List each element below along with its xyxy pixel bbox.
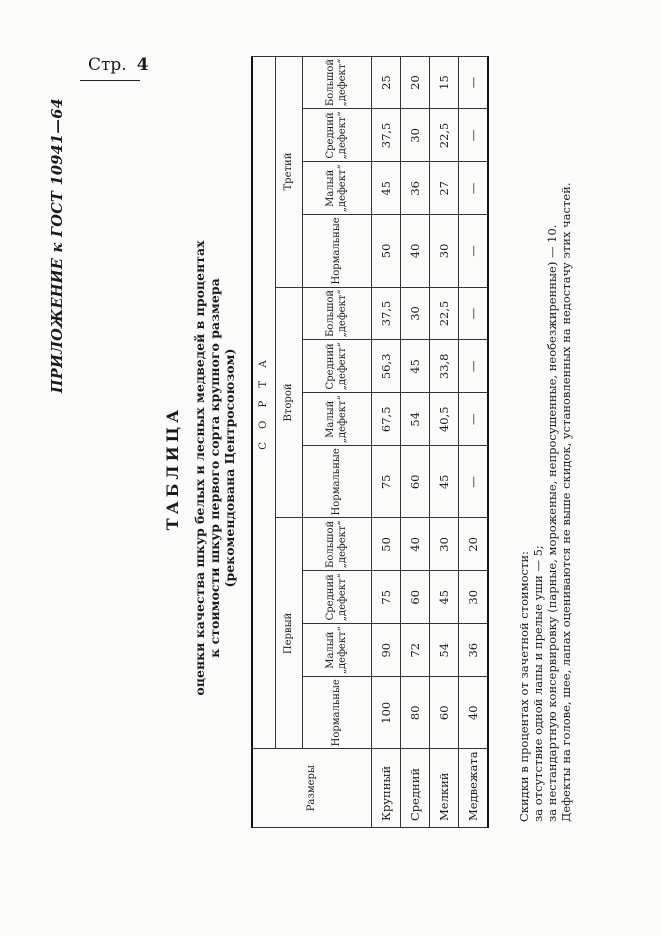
table-cell: 50 xyxy=(371,518,400,571)
table-cell: 60 xyxy=(429,677,458,749)
table-row xyxy=(429,56,458,827)
table-cell: 45 xyxy=(429,446,458,518)
table-cell: 36 xyxy=(400,162,429,215)
page-label: Стр. xyxy=(88,55,127,75)
table-cell: 40 xyxy=(458,677,488,749)
grades-header: С О Р Т А xyxy=(252,56,276,749)
table-row xyxy=(371,56,400,827)
table-cell: 22,5 xyxy=(429,287,458,340)
grade-second: Второй xyxy=(275,287,302,518)
subcol-medium-defect: Средний „дефект“ xyxy=(302,571,371,624)
title-block xyxy=(163,68,237,868)
table-cell: 33,8 xyxy=(429,340,458,393)
table-cell: 30 xyxy=(429,215,458,287)
table-title: ТАБЛИЦА xyxy=(162,405,182,531)
table-cell: 60 xyxy=(400,446,429,518)
table-row xyxy=(458,56,488,827)
table-cell: 30 xyxy=(400,287,429,340)
table-subtitle-2: к стоимости шкур первого сорта крупного размера xyxy=(206,278,222,658)
table-cell: 15 xyxy=(429,56,458,109)
table-subtitle-1: оценки качества шкур белых и лесных медведей в процентах xyxy=(191,240,207,696)
table-cell: 67,5 xyxy=(371,393,400,446)
appendix-reference: ПРИЛОЖЕНИЕ к ГОСТ 10941—64 xyxy=(48,98,66,394)
table-row xyxy=(400,56,429,827)
table-cell: 40 xyxy=(400,215,429,287)
row-size-label: Мелкий xyxy=(429,749,458,828)
table-cell: 30 xyxy=(429,518,458,571)
table-cell: 50 xyxy=(371,215,400,287)
note-line: за отсутствие одной лапы и прелые уши — 5; xyxy=(530,545,545,822)
table-cell: 54 xyxy=(400,393,429,446)
table-cell: 90 xyxy=(371,624,400,677)
table-cell: — xyxy=(458,393,488,446)
table-cell: 75 xyxy=(371,571,400,624)
table-cell: 30 xyxy=(458,571,488,624)
subcol-small-defect: Малый „дефект“ xyxy=(302,624,371,677)
subcol-normal: Нормальные xyxy=(302,215,371,287)
table-cell: — xyxy=(458,162,488,215)
note-line: за нестандартную консервировку (парные, мороженые, непросушенные, необезжиренные) — 10. xyxy=(544,224,559,822)
subcol-large-defect: Большой „дефект“ xyxy=(302,287,371,340)
table-cell: 20 xyxy=(400,56,429,109)
table-cell: 54 xyxy=(429,624,458,677)
table-cell: 22,5 xyxy=(429,109,458,162)
subcol-large-defect: Большой „дефект“ xyxy=(302,518,371,571)
table-cell: 56,3 xyxy=(371,340,400,393)
subcol-small-defect: Малый „дефект“ xyxy=(302,393,371,446)
table-cell: — xyxy=(458,215,488,287)
row-size-label: Медвежата xyxy=(458,749,488,828)
table-cell: 45 xyxy=(429,571,458,624)
table-cell: — xyxy=(458,287,488,340)
table-cell: 80 xyxy=(400,677,429,749)
grade-third: Третий xyxy=(275,56,302,287)
subcol-medium-defect: Средний „дефект“ xyxy=(302,340,371,393)
table-cell: 40 xyxy=(400,518,429,571)
table-cell: 75 xyxy=(371,446,400,518)
table-cell: — xyxy=(458,446,488,518)
table-cell: 60 xyxy=(400,571,429,624)
subcol-large-defect: Большой „дефект“ xyxy=(302,56,371,109)
table-cell: 72 xyxy=(400,624,429,677)
subcol-small-defect: Малый „дефект“ xyxy=(302,162,371,215)
table-cell: 27 xyxy=(429,162,458,215)
row-size-label: Крупный xyxy=(371,749,400,828)
table-cell: 100 xyxy=(371,677,400,749)
page-number-value: 4 xyxy=(136,55,149,75)
table-cell: 40,5 xyxy=(429,393,458,446)
table-cell: 37,5 xyxy=(371,287,400,340)
size-column-header: Размеры xyxy=(252,749,372,828)
table-cell: — xyxy=(458,340,488,393)
subcol-normal: Нормальные xyxy=(302,677,371,749)
table-cell: — xyxy=(458,109,488,162)
subcol-medium-defect: Средний „дефект“ xyxy=(302,109,371,162)
table-cell: 20 xyxy=(458,518,488,571)
row-size-label: Средний xyxy=(400,749,429,828)
subcol-normal: Нормальные xyxy=(302,446,371,518)
grade-first: Первый xyxy=(275,518,302,749)
table-cell: 36 xyxy=(458,624,488,677)
table-cell: 45 xyxy=(371,162,400,215)
note-line: Скидки в процентах от зачетной стоимости: xyxy=(516,551,531,822)
table-cell: 25 xyxy=(371,56,400,109)
table-cell: — xyxy=(458,56,488,109)
notes xyxy=(517,183,573,822)
table-subtitle-3: (рекомендована Центросоюзом) xyxy=(221,348,237,588)
grade-table xyxy=(251,56,489,828)
table-cell: 45 xyxy=(400,340,429,393)
table-cell: 37,5 xyxy=(371,109,400,162)
note-line: Дефекты на голове, шее, лапах оцениваются не выше скидок, установленных на недостачу этих частей. xyxy=(558,182,573,822)
table-cell: 30 xyxy=(400,109,429,162)
